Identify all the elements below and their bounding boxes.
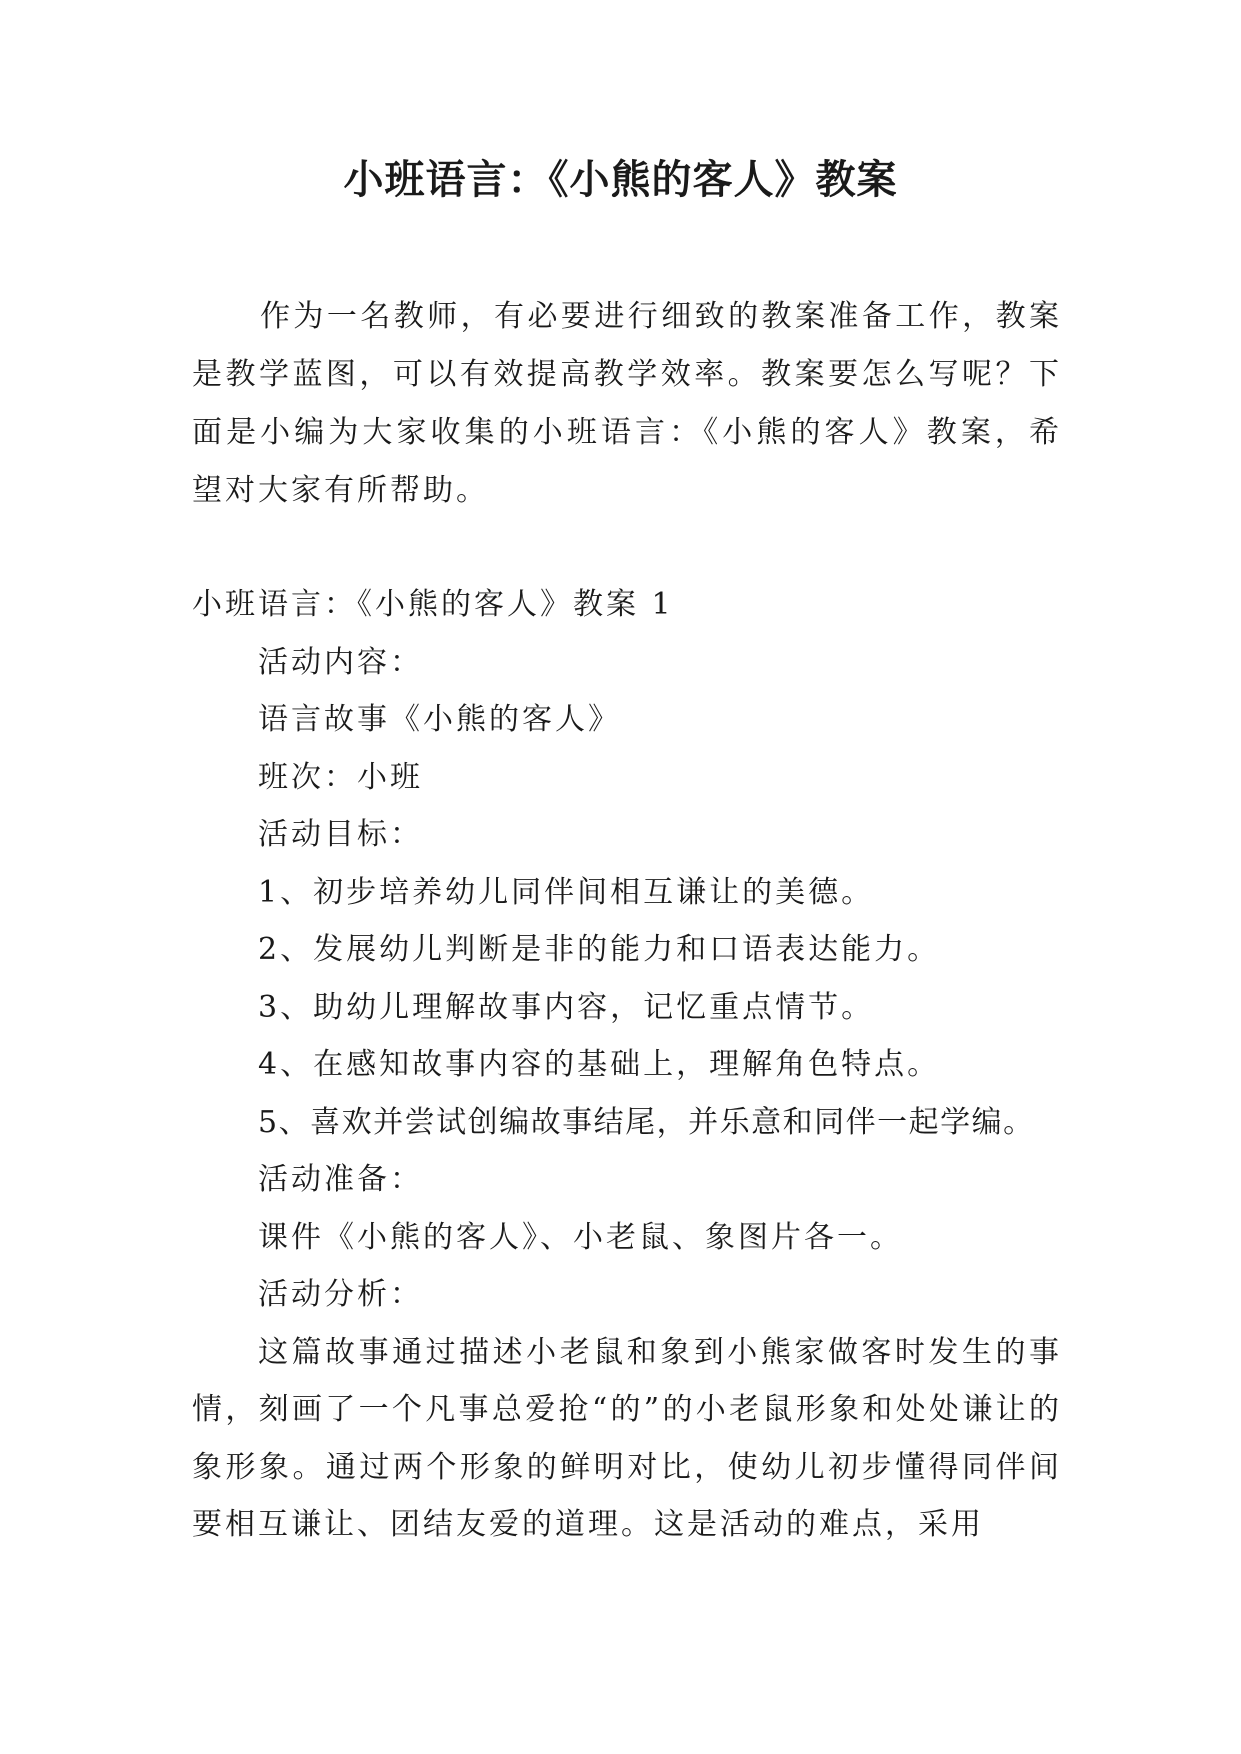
intro-paragraph: 作为一名教师，有必要进行细致的教案准备工作，教案是教学蓝图，可以有效提高教学效率。教案要怎么写呢？下面是小编为大家收集的小班语言：《小熊的客人》教案，希望对大家有所帮助。 <box>192 299 1062 508</box>
label-activity-analysis: 活动分析： <box>258 1277 423 1312</box>
document-title: 小班语言：《小熊的客人》教案 <box>343 156 898 203</box>
lesson-plan-section <box>192 576 1062 1554</box>
label-activity-content: 活动内容： <box>258 644 423 680</box>
label-activity-goals: 活动目标： <box>258 817 423 852</box>
analysis-paragraph: 这篇故事通过描述小老鼠和象到小熊家做客时发生的事情，刻画了一个凡事总爱抢“的”的小老鼠形象和处处谦让的象形象。通过两个形象的鲜明对比，使幼儿初步懂得同伴间要相互谦让、团结友爱的道理。这是活动的难点，采用 <box>192 1334 1062 1542</box>
label-activity-preparation: 活动准备： <box>258 1162 423 1197</box>
activity-content-value: 语言故事《小熊的客人》 <box>258 702 621 737</box>
goal-item: 3、助幼儿理解故事内容，记忆重点情节。 <box>258 989 875 1025</box>
goal-item: 2、发展幼儿判断是非的能力和口语表达能力。 <box>258 932 941 967</box>
preparation-value: 课件《小熊的客人》、小老鼠、象图片各一。 <box>258 1219 903 1255</box>
goal-item: 1、初步培养幼儿同伴间相互谦让的美德。 <box>258 874 875 910</box>
class-level: 班次：小班 <box>258 759 423 795</box>
goal-item: 5、喜欢并尝试创编故事结尾，并乐意和同伴一起学编。 <box>258 1104 1035 1140</box>
section-heading: 小班语言：《小熊的客人》教案 1 <box>192 587 674 622</box>
goal-item: 4、在感知故事内容的基础上，理解角色特点。 <box>258 1047 941 1082</box>
